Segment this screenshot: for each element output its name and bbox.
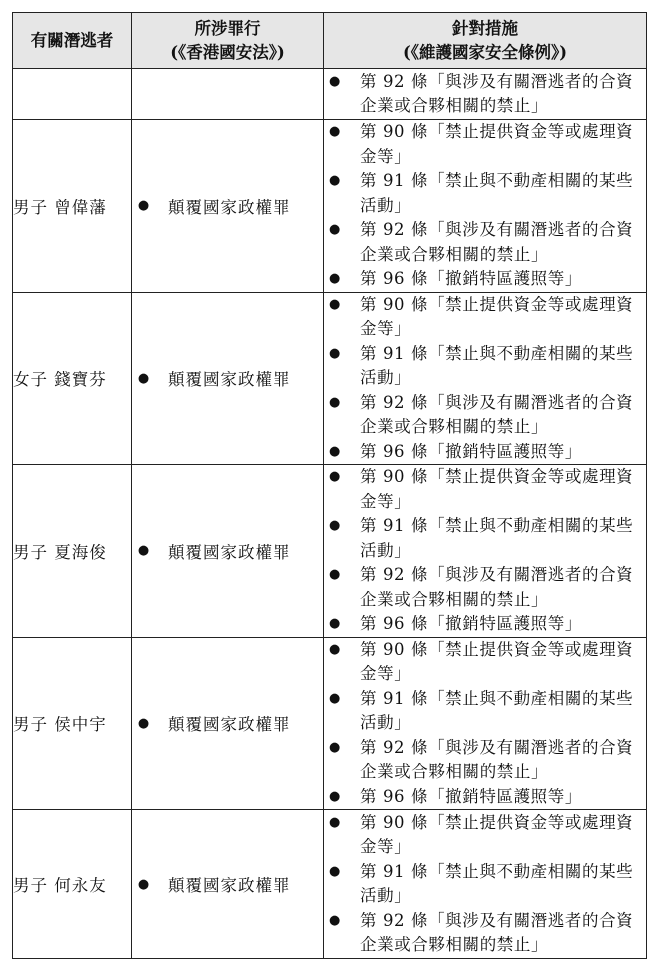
- table-body: [13, 69, 647, 959]
- header-offence-label: 所涉罪行: [194, 18, 261, 38]
- measures-list: [324, 811, 646, 958]
- measure-item: [324, 785, 646, 810]
- bullet-icon: ●: [329, 863, 341, 879]
- fugitive-cell: [13, 810, 132, 959]
- measure-text: 第 90 條「禁止提供資金等或處理資金等」: [360, 812, 634, 856]
- bullet-icon: ●: [329, 641, 341, 657]
- bullet-icon: ●: [329, 814, 341, 830]
- measure-text: 第 90 條「禁止提供資金等或處理資金等」: [360, 294, 634, 338]
- measure-item: [324, 293, 646, 342]
- measure-text: 第 92 條「與涉及有關潛逃者的合資企業或合夥相關的禁止」: [360, 565, 634, 609]
- offence-cell: [132, 69, 324, 120]
- measure-text: 第 96 條「撤銷特區護照等」: [360, 441, 582, 461]
- measures-cell: [324, 69, 647, 120]
- bullet-icon: ●: [329, 469, 341, 484]
- table-row: [13, 810, 647, 959]
- bullet-icon: ●: [329, 173, 341, 188]
- header-offence: [132, 13, 324, 69]
- measure-text: 第 91 條「禁止與不動產相關的某些活動」: [360, 171, 634, 215]
- bullet-icon: ●: [137, 715, 151, 731]
- measure-item: [324, 687, 646, 736]
- measure-item: [324, 391, 646, 440]
- measure-text: 第 92 條「與涉及有關潛逃者的合資企業或合夥相關的禁止」: [360, 737, 634, 781]
- measure-item: [324, 860, 646, 909]
- bullet-icon: ●: [329, 912, 341, 928]
- bullet-icon: ●: [329, 394, 341, 410]
- measures-list: [324, 638, 646, 810]
- measure-text: 第 96 條「撤銷特區護照等」: [360, 269, 582, 288]
- measure-text: 第 96 條「撤銷特區護照等」: [360, 786, 582, 806]
- measures-table: [12, 12, 647, 959]
- measure-text: 第 91 條「禁止與不動產相關的某些活動」: [360, 861, 634, 905]
- offence-cell: [132, 810, 324, 959]
- measures-list: [324, 120, 646, 292]
- measures-cell: [324, 637, 647, 810]
- measures-cell: [324, 120, 647, 293]
- offence-item: [132, 711, 323, 735]
- measures-cell: [324, 465, 647, 638]
- header-offence-sublabel: (《香港國安法》): [170, 42, 285, 62]
- table-header-row: [13, 13, 647, 69]
- fugitive-cell: [13, 69, 132, 120]
- offence-text: 顛覆國家政權罪: [168, 370, 291, 390]
- measure-item: [324, 638, 646, 687]
- fugitive-cell: [13, 292, 132, 465]
- bullet-icon: ●: [329, 443, 341, 459]
- measure-text: 第 91 條「禁止與不動產相關的某些活動」: [360, 343, 634, 387]
- offence-cell: [132, 465, 324, 638]
- measure-text: 第 92 條「與涉及有關潛逃者的合資企業或合夥相關的禁止」: [360, 392, 634, 436]
- bullet-icon: ●: [329, 222, 341, 237]
- offence-text: 顛覆國家政權罪: [168, 542, 291, 562]
- measure-item: [324, 612, 646, 637]
- bullet-icon: ●: [329, 124, 341, 139]
- measure-item: [324, 169, 646, 218]
- measure-text: 第 91 條「禁止與不動產相關的某些活動」: [360, 516, 634, 560]
- offence-text: 顛覆國家政權罪: [168, 876, 291, 895]
- measures-cell: [324, 810, 647, 959]
- measure-item: [324, 514, 646, 563]
- measure-item: [324, 909, 646, 958]
- bullet-icon: ●: [329, 567, 341, 582]
- header-fugitive-label: 有關潛逃者: [30, 30, 114, 50]
- measure-text: 第 92 條「與涉及有關潛逃者的合資企業或合夥相關的禁止」: [360, 220, 634, 264]
- fugitive-name: 男子 何永友: [13, 876, 107, 895]
- measure-item: [324, 811, 646, 860]
- table-row: [13, 465, 647, 638]
- bullet-icon: ●: [329, 690, 341, 706]
- bullet-icon: ●: [137, 370, 151, 386]
- bullet-icon: ●: [137, 876, 151, 892]
- bullet-icon: ●: [329, 296, 341, 312]
- measure-item: [324, 563, 646, 612]
- offence-item: [132, 872, 323, 896]
- measure-text: 第 96 條「撤銷特區護照等」: [360, 614, 582, 633]
- measures-list: [324, 70, 646, 119]
- measure-item: [324, 120, 646, 169]
- measure-item: [324, 342, 646, 391]
- offence-item: [132, 539, 323, 563]
- measure-item: [324, 736, 646, 785]
- header-measures-sublabel: (《維護國家安全條例》): [402, 42, 568, 62]
- fugitive-name: 女子 錢寶芬: [13, 370, 107, 390]
- header-measures: [324, 13, 647, 69]
- measures-cell: [324, 292, 647, 465]
- offence-item: [132, 194, 323, 218]
- fugitive-cell: [13, 637, 132, 810]
- bullet-icon: ●: [329, 73, 341, 89]
- measure-text: 第 90 條「禁止提供資金等或處理資金等」: [360, 467, 634, 511]
- measure-item: [324, 218, 646, 267]
- measure-text: 第 90 條「禁止提供資金等或處理資金等」: [360, 122, 634, 166]
- fugitive-cell: [13, 465, 132, 638]
- measures-list: [324, 465, 646, 637]
- measure-text: 第 92 條「與涉及有關潛逃者的合資企業或合夥相關的禁止」: [360, 71, 634, 115]
- header-fugitive: [13, 13, 132, 69]
- table-row: [13, 292, 647, 465]
- table-row: [13, 120, 647, 293]
- bullet-icon: ●: [329, 271, 341, 286]
- fugitive-name: 男子 夏海俊: [13, 542, 107, 562]
- bullet-icon: ●: [329, 739, 341, 755]
- measure-item: [324, 440, 646, 465]
- table-row: [13, 69, 647, 120]
- bullet-icon: ●: [329, 518, 341, 533]
- header-measures-label: 針對措施: [452, 18, 518, 38]
- bullet-icon: ●: [329, 788, 341, 804]
- measure-text: 第 90 條「禁止提供資金等或處理資金等」: [360, 639, 634, 683]
- bullet-icon: ●: [329, 616, 341, 631]
- measure-text: 第 91 條「禁止與不動產相關的某些活動」: [360, 688, 634, 732]
- fugitive-name: 男子 侯中宇: [13, 715, 107, 735]
- offence-cell: [132, 637, 324, 810]
- offence-text: 顛覆國家政權罪: [168, 715, 291, 735]
- measures-list: [324, 293, 646, 465]
- fugitive-cell: [13, 120, 132, 293]
- measure-item: [324, 70, 646, 119]
- offence-cell: [132, 292, 324, 465]
- offence-item: [132, 366, 323, 390]
- measure-text: 第 92 條「與涉及有關潛逃者的合資企業或合夥相關的禁止」: [360, 910, 634, 954]
- fugitive-name: 男子 曾偉藩: [13, 197, 107, 217]
- table-row: [13, 637, 647, 810]
- offence-cell: [132, 120, 324, 293]
- bullet-icon: ●: [137, 198, 151, 214]
- offence-text: 顛覆國家政權罪: [168, 197, 291, 217]
- bullet-icon: ●: [137, 543, 151, 559]
- bullet-icon: ●: [329, 345, 341, 361]
- measure-item: [324, 267, 646, 292]
- measure-item: [324, 465, 646, 514]
